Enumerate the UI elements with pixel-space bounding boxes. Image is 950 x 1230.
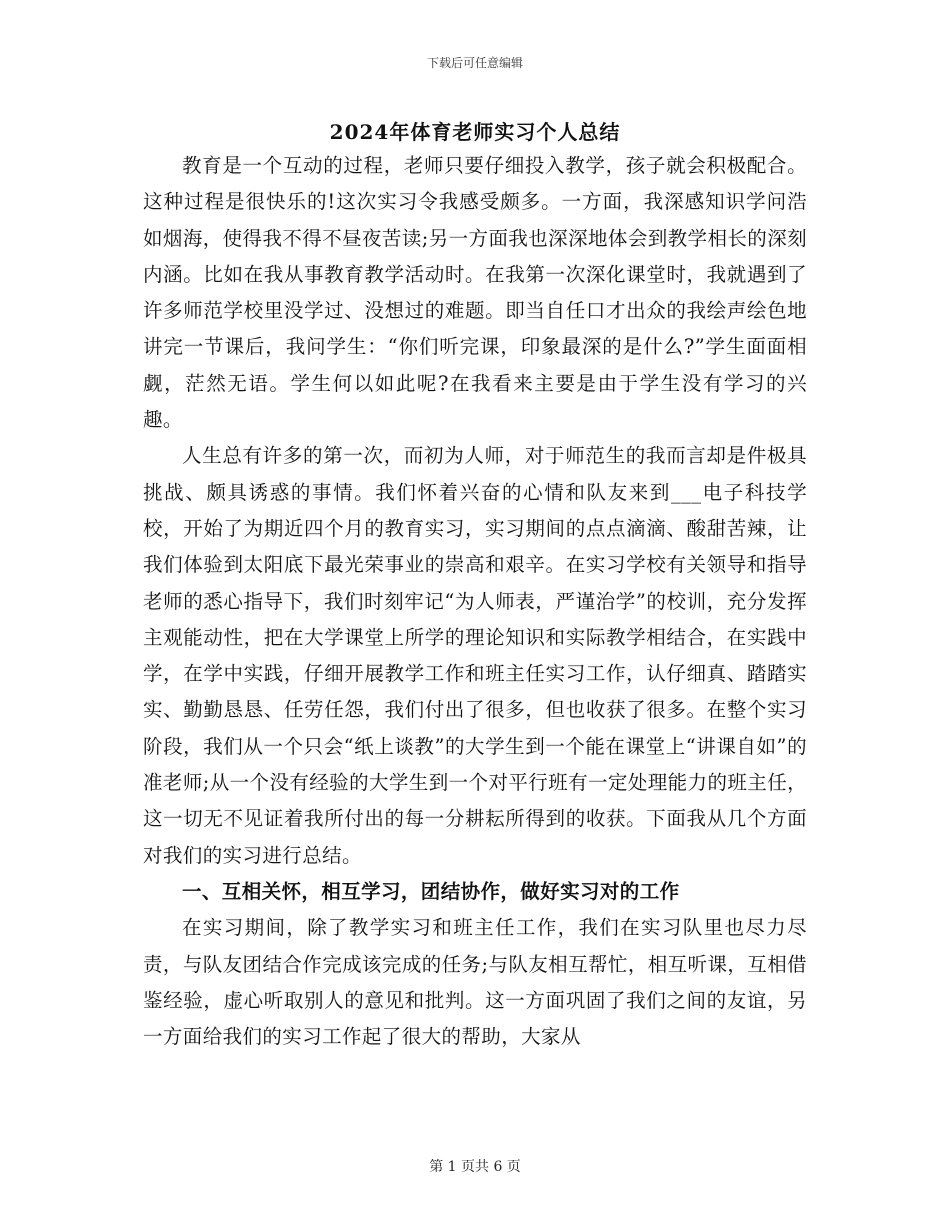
paragraph-1: 教育是一个互动的过程，老师只要仔细投入教学，孩子就会积极配合。这种过程是很快乐的!这次实习令我感受颇多。一方面，我深感知识学问浩如烟海，使得我不得不昼夜苦读;另一方面我也深深地体会到教学相长的深刻内涵。比如在我从事教育教学活动时。在我第一次深化课堂时，我就遇到了许多师范学校里没学过、没想过的难题。即当自任口才出众的我绘声绘色地讲完一节课后，我问学生：“你们听完课，印象最深的是什么?”学生面面相觑，茫然无语。学生何以如此呢?在我看来主要是由于学生没有学习的兴趣。 xyxy=(143,154,807,432)
page-footer: 第 1 页共 6 页 xyxy=(429,1159,521,1175)
section-heading-1: 一、互相关怀，相互学习，团结协作，做好实习对的工作 xyxy=(182,879,680,903)
document-body xyxy=(143,148,807,1055)
paragraph-2: 人生总有许多的第一次，而初为人师，对于师范生的我而言却是件极具挑战、颇具诱惑的事情。我们怀着兴奋的心情和队友来到___电子科技学校，开始了为期近四个月的教育实习，实习期间的点点滴滴、酸甜苦辣，让我们体验到太阳底下最光荣事业的崇高和艰辛。在实习学校有关领导和指导老师的悉心指导下，我们时刻牢记“为人师表，严谨治学”的校训，充分发挥主观能动性，把在大学课堂上所学的理论知识和实际教学相结合，在实践中学，在学中实践，仔细开展教学工作和班主任实习工作，认仔细真、踏踏实实、勤勤恳恳、任劳任怨，我们付出了很多，但也收获了很多。在整个实习阶段，我们从一个只会“纸上谈教”的大学生到一个能在课堂上“讲课自如”的准老师;从一个没有经验的大学生到一个对平行班有一定处理能力的班主任，这一切无不见证着我所付出的每一分耕耘所得到的收获。下面我从几个方面对我们的实习进行总结。 xyxy=(143,444,807,867)
document-title: 2024年体育老师实习个人总结 xyxy=(329,120,621,144)
paragraph-3: 在实习期间，除了教学实习和班主任工作，我们在实习队里也尽力尽责，与队友团结合作完成该完成的任务;与队友相互帮忙，相互听课，互相借鉴经验，虚心听取别人的意见和批判。这一方面巩固了我们之间的友谊，另一方面给我们的实习工作起了很大的帮助，大家从 xyxy=(143,916,807,1049)
header-note: 下载后可任意编辑 xyxy=(426,56,523,70)
